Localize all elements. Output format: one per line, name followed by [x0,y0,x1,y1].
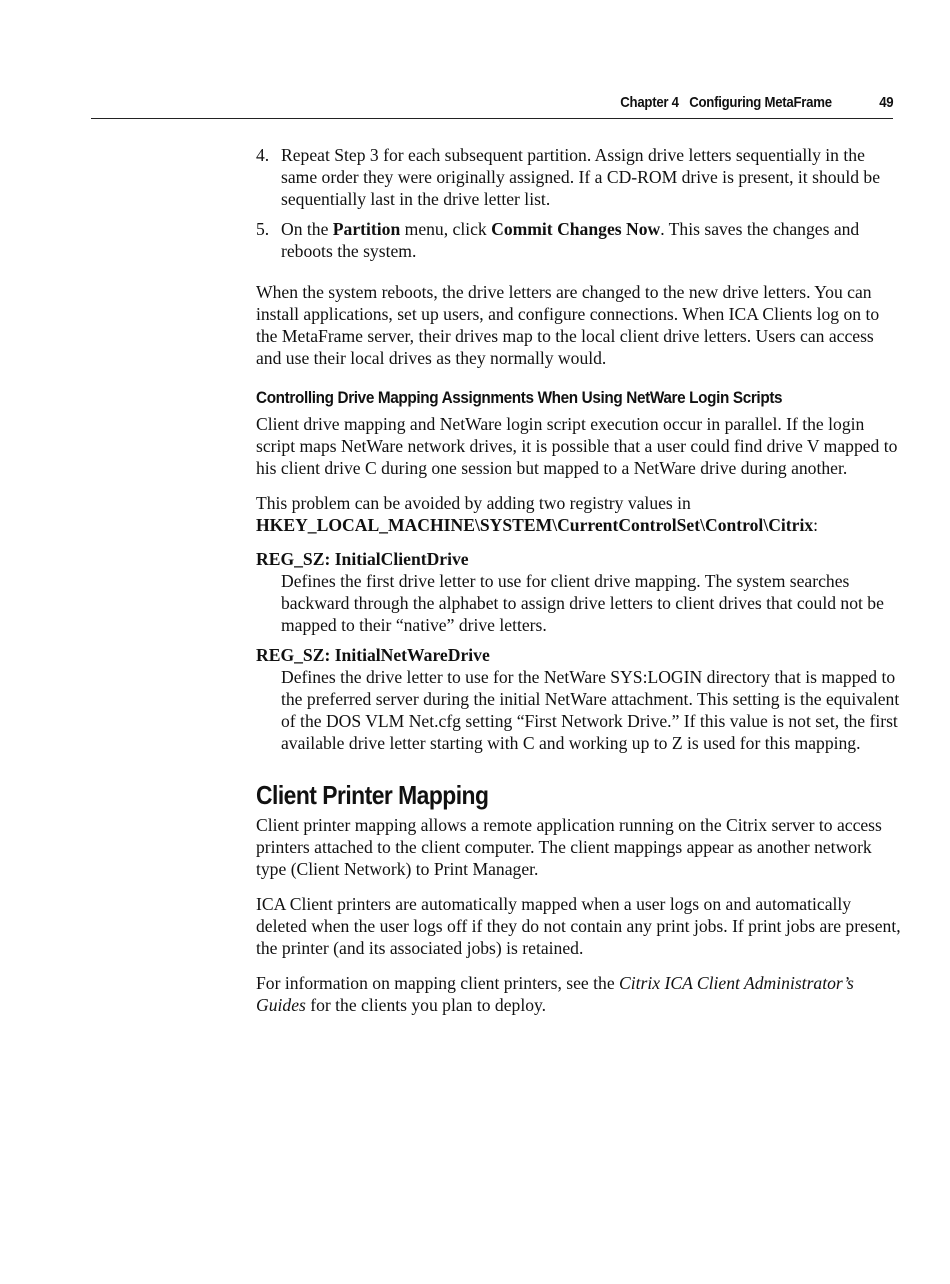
printer-paragraph-2: ICA Client printers are automatically mapped when a user logs on and automatically deleted when the user logs off if they do not contain any print jobs. If print jobs are present, the printer (and its associated jobs) is retained. [256,894,901,958]
reboot-paragraph: When the system reboots, the drive letters are changed to the new drive letters. You can install applications, set up users, and configure connections. When ICA Clients log on to the MetaFrame server, their drives map to the local client drive letters. Users can access and use their local drives as they normally would. [256,282,880,368]
step-text: Repeat Step 3 for each subsequent partition. Assign drive letters sequentially in the same order they were originally assigned. If a CD-ROM drive is present, it should be sequentially last in the drive letter list. [281,145,881,209]
menu-name: Partition [332,219,401,239]
registry-value-description: Defines the drive letter to use for the NetWare SYS:LOGIN directory that is mapped to the preferred server during the initial NetWare attachment. This setting is the equivalent of the DOS VLM Net.cfg setting “First Network Drive.” If this value is not set, the first available drive letter starting with C and working up to Z is used for this mapping. [281,667,900,753]
guide-title: Citrix ICA Client Administrator’s Guides [256,973,854,1015]
netware-paragraph: Client drive mapping and NetWare login script execution occur in parallel. If the login script maps NetWare network drives, it is possible that a user could find drive V mapped to his client drive C during one session but mapped to a NetWare drive during another. [256,414,898,478]
printer-paragraph-1: Client printer mapping allows a remote application running on the Citrix server to access printers attached to the client computer. The client mappings appear as another network type (Client Network) to Print Manager. [256,815,882,879]
step-number: 4. [256,145,270,165]
chapter-label: Chapter 4 [619,94,679,111]
registry-intro-text: This problem can be avoided by adding two registry values in [256,493,691,513]
step-text-part: . This saves the changes and reboots the system. [281,219,860,261]
printer-heading: Client Printer Mapping [256,780,489,810]
printer-paragraph-3-text: for the clients you plan to deploy. [305,995,547,1015]
list-item [256,144,902,210]
registry-value-description: Defines the first drive letter to use for client drive mapping. The system searches backward through the alphabet to assign drive letters to client drives that could not be mapped to their “native” drive letters. [281,571,884,635]
running-header [620,94,893,111]
steps-list [256,144,902,262]
registry-value-name: REG_SZ: InitialNetWareDrive [256,645,490,665]
command-name: Commit Changes Now [491,219,661,239]
section-title: Configuring MetaFrame [688,94,832,111]
list-item [256,218,902,262]
registry-key: HKEY_LOCAL_MACHINE\SYSTEM\CurrentControlSet\Control\Citrix [256,515,814,535]
registry-value-name: REG_SZ: InitialClientDrive [256,549,469,569]
page-number: 49 [878,94,893,111]
step-text [281,219,859,261]
page-body [256,144,902,1016]
step-text-part: menu, click [400,219,492,239]
step-text-part: On the [281,219,333,239]
printer-paragraph-3-text: For information on mapping client printers, see the [256,973,620,993]
registry-key-suffix: : [813,515,819,535]
page-header [91,92,893,119]
registry-intro [256,492,902,536]
printer-paragraph-3 [256,972,902,1016]
netware-heading: Controlling Drive Mapping Assignments When Using NetWare Login Scripts [256,388,783,407]
step-number: 5. [256,219,270,239]
